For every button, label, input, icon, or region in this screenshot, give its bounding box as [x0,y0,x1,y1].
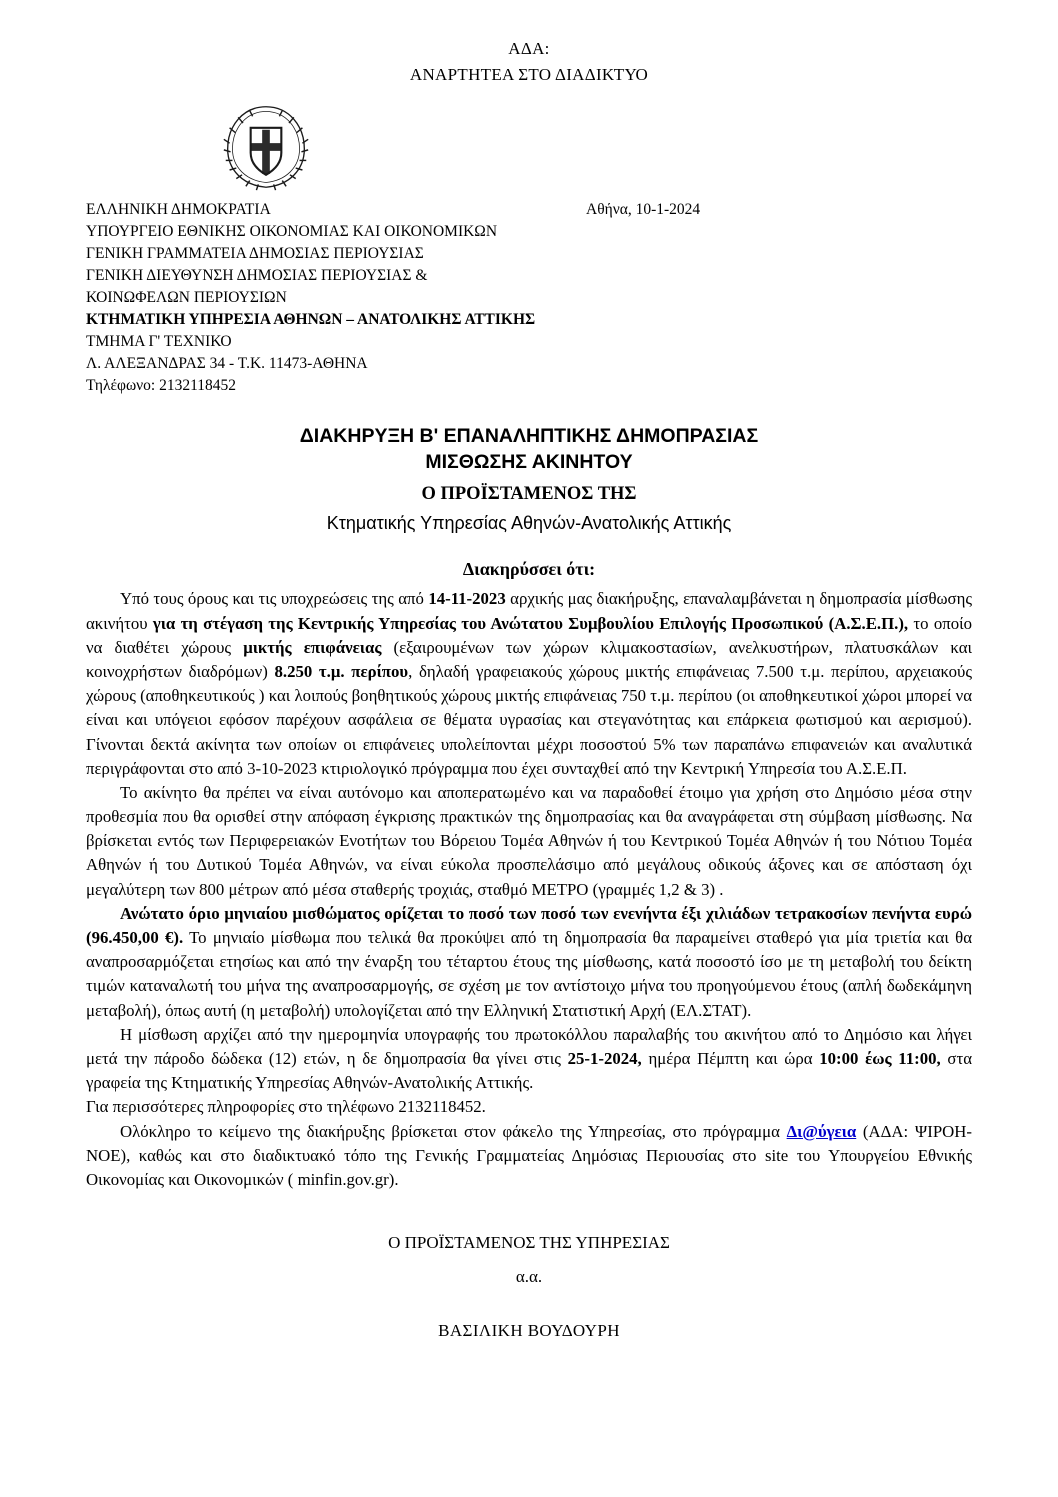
p5-text: Για περισσότερες πληροφορίες στο τηλέφωνο 2132118452. [86,1097,486,1117]
p4-auction-time: 10:00 έως 11:00, [819,1048,941,1068]
place-date: Αθήνα, 10-1-2024 [586,200,701,218]
p1-text-e: , δηλαδή γραφειακούς χώρους μικτής επιφάνειας 7.500 τ.μ. περίπου, αρχειακούς χώρους (αποθηκευτικούς ) και λοιπούς βοηθητικούς χώρους μικτής επιφάνειας 750 τ.μ. περίπου (οι αποθηκευτικοί χώροι μπορεί να είναι και υπόγειοι εφόσον παρέχουν ασφάλεια σε θέματα υγρασίας και στεγανότητας και επάρκεια φωτισμού και αερισμού). Γίνονται δεκτά ακίνητα των οποίων οι επιφάνειες υπολείπονται μέχρι ποσοστού 5% των παραπάνω επιφανειών και αναλυτικά περιγράφονται στο από 3-10-2023 κτιριολογικό πρόγραμμα που έχει συνταχθεί από την Κεντρική Υπηρεσία του Α.Σ.Ε.Π. [86,661,972,778]
authority-line-1: ΕΛΛΗΝΙΚΗ ΔΗΜΟΚΡΑΤΙΑ [86,200,271,218]
paragraph-3 [86,902,972,1023]
p4-text-c: στα γραφεία της Κτηματικής Υπηρεσίας Αθηνών-Ανατολικής Αττικής. [86,1048,972,1093]
paragraph-5-info [86,1095,972,1119]
paragraph-4 [86,1023,972,1096]
document-title-block [86,423,972,536]
authority-address: Λ. ΑΛΕΞΑΝΔΡΑΣ 34 - Τ.Κ. 11473-ΑΘΗΝΑ [86,354,368,372]
ada-notice: ΑΝΑΡΤΗΤΕΑ ΣΤΟ ΔΙΑΔΙΚΤΥΟ [409,65,649,85]
declares-heading: Διακηρύσσει ότι: [462,558,596,579]
signature-aa: α.α. [515,1267,543,1287]
p6-text-b: (ΑΔΑ: ΨΙΡΟΗ-ΝΟΕ), καθώς και στο διαδικτυακό τόπο της Γενικής Γραμματείας Δημόσιας Περιουσίας στο site του Υπουργείου Εθνικής Οικονομίας και Οικονομικών ( minfin.gov.gr). [86,1121,972,1189]
p1-text-b: αρχικής μας διακήρυξης, επαναλαμβάνεται η δημοπρασία μίσθωσης ακινήτου [86,589,972,633]
page-title-line-2: ΜΙΣΘΩΣΗΣ ΑΚΙΝΗΤΟΥ [425,451,633,474]
authority-line-2: ΥΠΟΥΡΓΕΙΟ ΕΘΝΙΚΗΣ ΟΙΚΟΝΟΜΙΑΣ ΚΑΙ ΟΙΚΟΝΟΜΙΚΩΝ [86,222,498,240]
ada-label: ΑΔΑ: [508,39,550,58]
p1-initial-declaration-date: 14-11-2023 [428,589,506,609]
hellenic-republic-emblem-icon [218,101,314,193]
p3-text: Το μηνιαίο μίσθωμα που τελικά θα προκύψει από τη δημοπρασία θα παραμείνει σταθερό για μία τριετία και θα αναπροσαρμόζεται ετησίως και από την έναρξη του τέταρτου έτους της μίσθωσης, κατά ποσοστό ίσο με τη μεταβολή του δείκτη τιμών καταναλωτή του μήνα της αναπροσαρμογής, σε σχέση με τον αντίστοιχο μήνα του προηγούμενου έτους (απλή δωδεκάμηνη μεταβολή), όπως αυτή (η μεταβολή) υπολογίζεται από την Ελληνική Στατιστική Αρχή (ΕΛ.ΣΤΑΤ). [86,928,972,1020]
p1-total-area-bold: 8.250 τ.μ. περίπου [274,661,409,681]
page-title-line-3: Ο ΠΡΟΪΣΤΑΜΕΝΟΣ ΤΗΣ [421,483,637,504]
page-title-line-1: ΔΙΑΚΗΡΥΞΗ Β' ΕΠΑΝΑΛΗΠΤΙΚΗΣ ΔΗΜΟΠΡΑΣΙΑΣ [299,424,759,447]
p4-auction-date: 25-1-2024, [567,1048,642,1068]
authority-line-3: ΓΕΝΙΚΗ ΓΡΑΜΜΑΤΕΙΑ ΔΗΜΟΣΙΑΣ ΠΕΡΙΟΥΣΙΑΣ [86,244,424,262]
authority-department: ΤΜΗΜΑ Γ' ΤΕΧΝΙΚΟ [86,332,232,350]
ada-header [86,38,972,87]
paragraph-2 [86,781,972,902]
diavgeia-link[interactable]: Δι@ύγεια [786,1121,857,1141]
page-title-line-4: Κτηματικής Υπηρεσίας Αθηνών-Ανατολικής Αττικής [326,512,732,533]
p2-text: Το ακίνητο θα πρέπει να είναι αυτόνομο και αποπερατωμένο και να παραδοθεί έτοιμο για χρήση στο Δημόσιο μέσα στην προθεσμία που θα ορισθεί στην απόφαση έγκρισης πρακτικών της δημοπρασίας και θα αναγράφεται στη σύμβαση μίσθωσης. Να βρίσκεται εντός των Περιφερειακών Ενοτήτων του Βόρειου Τομέα Αθηνών ή του Κεντρικού Τομέα Αθηνών ή του Νότιου Τομέα Αθηνών ή του Δυτικού Τομέα Αθηνών, να είναι εύκολα προσπελάσιμο από μεγάλους οδικούς άξονες και σε απόσταση όχι μεγαλύτερη των 800 μέτρων από μέσα σταθερής τροχιάς, σταθμό ΜΕΤΡΟ (γραμμές 1,2 & 3) . [86,782,972,899]
paragraph-6 [86,1120,972,1193]
p4-text-a: Η μίσθωση αρχίζει από την ημερομηνία υπογραφής του πρωτοκόλλου παραλαβής του ακινήτου από το Δημόσιο και λήγει μετά την πάροδο δώδεκα (12) ετών, η δε δημοπρασία θα γίνει στις [86,1024,972,1068]
signature-block [86,1226,972,1294]
p1-mixed-area-bold: μικτής επιφάνειας [243,637,382,657]
p6-text-a: Ολόκληρο το κείμενο της διακήρυξης βρίσκεται στον φάκελο της Υπηρεσίας, στο πρόγραμμα [120,1121,787,1141]
signature-name: ΒΑΣΙΛΙΚΗ ΒΟΥΔΟΥΡΗ [438,1321,620,1341]
authority-office: ΚΤΗΜΑΤΙΚΗ ΥΠΗΡΕΣΙΑ ΑΘΗΝΩΝ – ΑΝΑΤΟΛΙΚΗΣ ΑΤΤΙΚΗΣ [86,310,536,328]
issuing-authority-block [86,199,972,397]
p1-purpose-bold: για τη στέγαση της Κεντρικής Υπηρεσίας του Ανώτατου Συμβουλίου Επιλογής Προσωπικού (Α.Σ.Ε.Π.), [152,613,909,633]
authority-phone: Τηλέφωνο: 2132118452 [86,376,237,394]
p1-text-c: το οποίο να διαθέτει χώρους [86,613,972,657]
p4-text-b: ημέρα Πέμπτη και ώρα [641,1048,820,1068]
p1-text-a: Υπό τους όρους και τις υποχρεώσεις της από [120,589,429,609]
authority-line-5: ΚΟΙΝΩΦΕΛΩΝ ΠΕΡΙΟΥΣΙΩΝ [86,288,287,306]
signature-title: Ο ΠΡΟΪΣΤΑΜΕΝΟΣ ΤΗΣ ΥΠΗΡΕΣΙΑΣ [388,1233,670,1253]
paragraph-1 [86,587,972,781]
p3-max-rent-bold: Ανώτατο όριο μηνιαίου μισθώματος ορίζεται το ποσό των ποσό των ενενήντα έξι χιλιάδων τετρακοσίων πενήντα ευρώ (96.450,00 €). [86,903,972,948]
p1-text-d: (εξαιρουμένων των χώρων κλιμακοστασίων, ανελκυστήρων, πλατυσκάλων και κοινοχρήστων διαδρόμων) [86,637,972,681]
authority-line-4: ΓΕΝΙΚΗ ΔΙΕΥΘΥΝΣΗ ΔΗΜΟΣΙΑΣ ΠΕΡΙΟΥΣΙΑΣ & [86,266,428,284]
